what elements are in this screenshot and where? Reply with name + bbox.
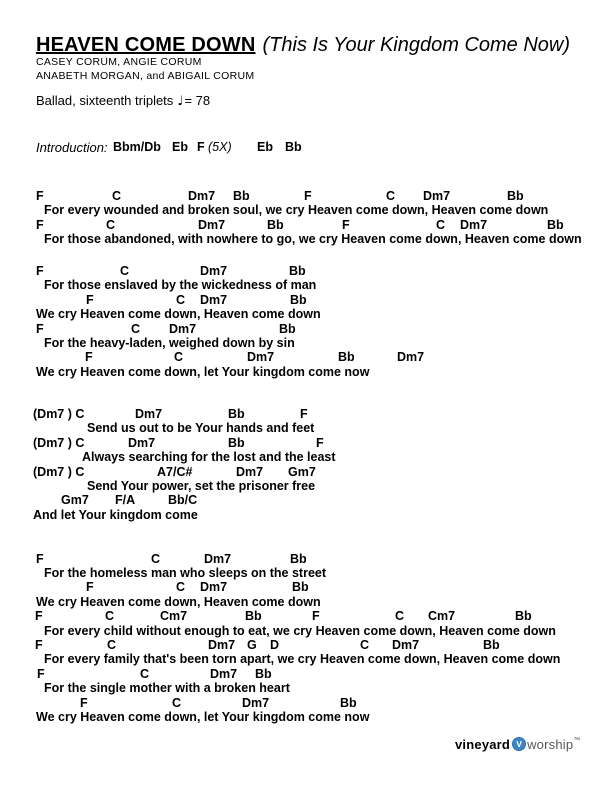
lyric-line [0,681,612,695]
lyric-text: We cry Heaven come down, let Your kingdom come now [36,364,370,379]
section-verse-2 [0,264,612,379]
authors-line-1: CASEY CORUM, ANGIE CORUM [36,56,202,68]
chord: Dm7 [200,292,228,307]
chord-line [0,264,612,278]
lyric-text: We cry Heaven come down, Heaven come down [36,594,321,609]
chord: Bb/C [168,493,198,508]
chord-line [0,609,612,623]
chord: Cm7 [160,609,188,624]
trademark-symbol: ™ [573,737,581,744]
chord-line [0,465,612,479]
chord: Bb [228,407,245,421]
chord: Dm7 [204,551,232,566]
chord: C [360,637,370,652]
chord: F [36,217,44,232]
introduction-line [0,140,612,156]
section-chorus [0,407,612,522]
chord: Bb [338,350,355,365]
chord: Bb [245,609,262,624]
lyric-text: For every family that's been torn apart, we cry Heaven come down, Heaven come down [44,652,561,667]
intro-chord: Eb [172,140,188,154]
chord-line [0,407,612,421]
chord: C [151,551,161,566]
chord-line [0,696,612,710]
song-title: HEAVEN COME DOWN [36,34,256,56]
lyric-line [0,624,612,638]
chord: F [86,292,94,307]
lyric-line [0,479,612,493]
chord: Bb [547,217,564,232]
chord: C [436,217,446,232]
chord: Dm7 [397,350,425,365]
chord: F [342,217,350,232]
logo-worship-text: worship [527,736,574,752]
chord: F [36,264,44,278]
chord: F [85,350,93,365]
lyric-text: For those enslaved by the wickedness of man [44,278,317,293]
chord: Dm7 [200,264,228,278]
chord: C [107,637,117,652]
chord: Dm7 [128,435,156,450]
lyric-line [0,278,612,292]
authors-line-2: ANABETH MORGAN, and ABIGAIL CORUM [36,69,255,82]
chord: C [176,292,186,307]
chord: Bb [267,217,284,232]
chord-line [0,322,612,336]
lyric-line [0,421,612,435]
chord-line [0,350,612,364]
chord: Bb [228,435,245,450]
chord: (Dm7 ) C [33,407,85,421]
chord: Dm7 [236,464,264,479]
intro-chord: Eb [257,140,273,154]
lyric-text: For the homeless man who sleeps on the street [44,565,327,580]
chord: Bb [515,609,532,624]
chord-line [0,580,612,594]
chord: F [300,407,308,421]
lyric-line [0,307,612,321]
chord: C [176,580,186,595]
chord: Dm7 [247,350,275,365]
chord: Dm7 [423,189,451,203]
lyric-text: For the heavy-laden, weighed down by sin [44,336,295,350]
chord: Bb [279,321,296,336]
lyric-text: We cry Heaven come down, let Your kingdom come now [36,709,370,724]
chord-line [0,638,612,652]
logo-v-icon [512,737,526,751]
logo-v-letter: V [516,739,522,749]
song-subtitle: (This Is Your Kingdom Come Now) [262,34,571,56]
chord: F [312,609,320,624]
chord: Dm7 [460,217,488,232]
intro-chord: Bbm/Db [113,140,161,154]
lyric-text: For every wounded and broken soul, we cry Heaven come down, Heaven come down [44,203,549,218]
chord: Gm7 [288,464,316,479]
chord: Bb [483,637,500,652]
intro-chord: F [197,140,205,154]
chord: F [36,551,44,566]
chord: Bb [255,666,272,681]
chord: Cm7 [428,609,456,624]
chord-line [0,218,612,232]
chord-line [0,552,612,566]
chord: C [105,609,115,624]
chord: Dm7 [210,666,238,681]
chord-line [0,436,612,450]
lyric-text: Always searching for the lost and the least [82,450,336,465]
chord: (Dm7 ) C [33,464,85,479]
chord: F [304,189,312,203]
chord: F [36,321,44,336]
chord: Bb [290,292,307,307]
chord: F [35,609,43,624]
chord: Dm7 [392,637,420,652]
lyric-line [0,232,612,246]
chord: C [120,264,130,278]
lyric-text: Send Your power, set the prisoner free [87,479,316,493]
chord: Dm7 [200,580,228,595]
lyric-text: For the single mother with a broken heart [44,681,290,696]
chord-line [0,667,612,681]
chord: C [172,695,182,710]
vineyard-worship-logo [455,736,580,752]
chord: F [86,580,94,595]
chord: Bb [290,551,307,566]
lyric-line [0,336,612,350]
chord: Bb [289,264,306,278]
chord: Bb [507,189,524,203]
chord: Bb [233,189,250,203]
title-line [36,34,570,57]
lyric-text: Send us out to be Your hands and feet [87,421,315,436]
lyric-line [0,595,612,609]
chord: C [131,321,141,336]
chord: D [270,637,280,652]
chord: F [36,189,44,203]
tempo-value: = 78 [184,93,211,108]
lyric-line [0,652,612,666]
chord-line [0,293,612,307]
chord: C [106,217,116,232]
chord: Gm7 [61,493,89,508]
chord: F [80,695,88,710]
chord: Dm7 [208,637,236,652]
chord: C [174,350,184,365]
chord: F [316,435,324,450]
lyric-line [0,450,612,464]
chord: A7/C# [157,464,193,479]
chord: C [395,609,405,624]
section-verse-3 [0,552,612,725]
chord: Dm7 [198,217,226,232]
lyric-text: For every child without enough to eat, we cry Heaven come down, Heaven come down [44,623,556,638]
quarter-note-icon: ♩ [177,94,184,109]
lyric-text: And let Your kingdom come [33,507,198,522]
chord: C [112,189,122,203]
chord: (Dm7 ) C [33,435,85,450]
chord: C [386,189,396,203]
logo-vineyard-text: vineyard [455,736,511,752]
intro-chord: Bb [285,140,302,154]
chord: Dm7 [188,189,216,203]
tempo-description: Ballad, sixteenth triplets [36,93,174,108]
chord: F [37,666,45,681]
repeat-marker: (5X) [208,140,232,154]
chord-line [0,493,612,507]
chord: Dm7 [135,407,163,421]
lyric-line [0,710,612,724]
chord: F/A [115,493,136,508]
lyric-line [0,566,612,580]
chord: Bb [292,580,309,595]
chord-line [0,189,612,203]
introduction-label: Introduction: [36,140,108,155]
lyric-line [0,203,612,217]
chord: Dm7 [169,321,197,336]
chord: C [140,666,150,681]
section-verse-1 [0,189,612,247]
chord: Bb [340,695,357,710]
lyric-line [0,508,612,522]
tempo-line [36,93,210,109]
lyric-line [0,365,612,379]
lyric-text: For those abandoned, with nowhere to go, we cry Heaven come down, Heaven come down [44,232,582,247]
chord: Dm7 [242,695,270,710]
chord: G [247,637,257,652]
chord: F [35,637,43,652]
lyric-text: We cry Heaven come down, Heaven come down [36,307,321,322]
